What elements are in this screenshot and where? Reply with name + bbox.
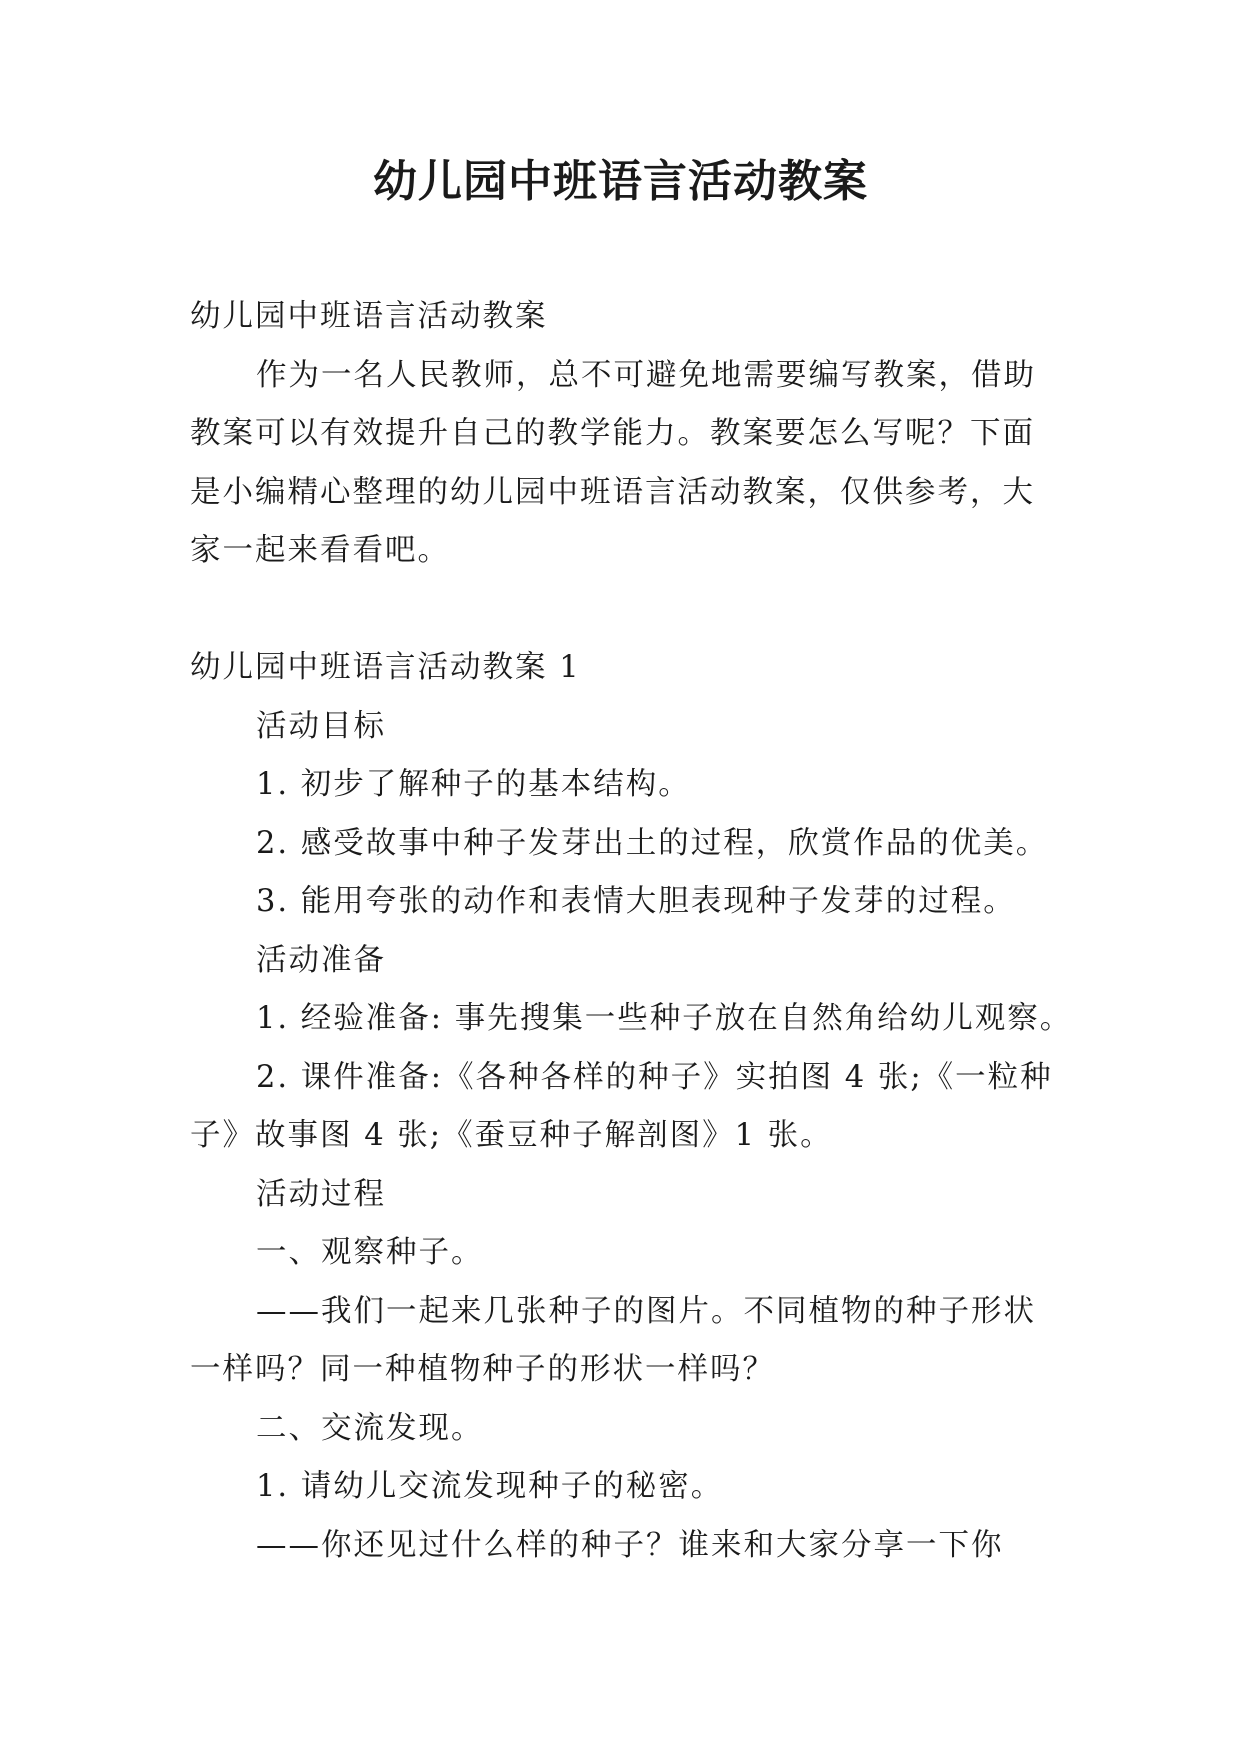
paragraph-gap: [190, 581, 1060, 640]
text-line: 2. 感受故事中种子发芽出土的过程，欣赏作品的优美。: [256, 825, 1049, 861]
text-line: 3. 能用夸张的动作和表情大胆表现种子发芽的过程。: [256, 884, 1016, 919]
text-line: 一、观察种子。: [256, 1235, 484, 1270]
text-line: 活动目标: [256, 708, 386, 744]
text-line: 幼儿园中班语言活动教案: [190, 299, 548, 334]
text-line: 教案可以有效提升自己的教学能力。教案要怎么写呢？下面: [190, 416, 1035, 451]
text-line: 2. 课件准备:《各种各样的种子》实拍图 4 张;《一粒种: [256, 1059, 1053, 1095]
document-body: [190, 288, 1073, 1575]
text-line: 1. 初步了解种子的基本结构。: [256, 767, 691, 802]
text-line: 家一起来看看吧。: [190, 533, 450, 568]
text-line: 一样吗？同一种植物种子的形状一样吗？: [190, 1352, 775, 1387]
text-line: 活动过程: [256, 1176, 386, 1212]
text-line: 1. 请幼儿交流发现种子的秘密。: [256, 1469, 724, 1504]
text-line: 是小编精心整理的幼儿园中班语言活动教案，仅供参考，大: [190, 474, 1035, 510]
text-line: 幼儿园中班语言活动教案 1: [190, 650, 581, 685]
text-line: 二、交流发现。: [256, 1410, 484, 1446]
text-line: 子》故事图 4 张;《蚕豆种子解剖图》1 张。: [190, 1118, 833, 1153]
text-line: 1. 经验准备: 事先搜集一些种子放在自然角给幼儿观察。: [256, 1001, 1073, 1036]
text-line: 作为一名人民教师，总不可避免地需要编写教案，借助: [256, 357, 1036, 393]
text-line: 活动准备: [256, 942, 386, 978]
text-line: ——我们一起来几张种子的图片。不同植物的种子形状: [256, 1293, 1036, 1329]
document-title: 幼儿园中班语言活动教案: [373, 156, 868, 207]
text-line: ——你还见过什么样的种子？谁来和大家分享一下你: [256, 1527, 1004, 1563]
